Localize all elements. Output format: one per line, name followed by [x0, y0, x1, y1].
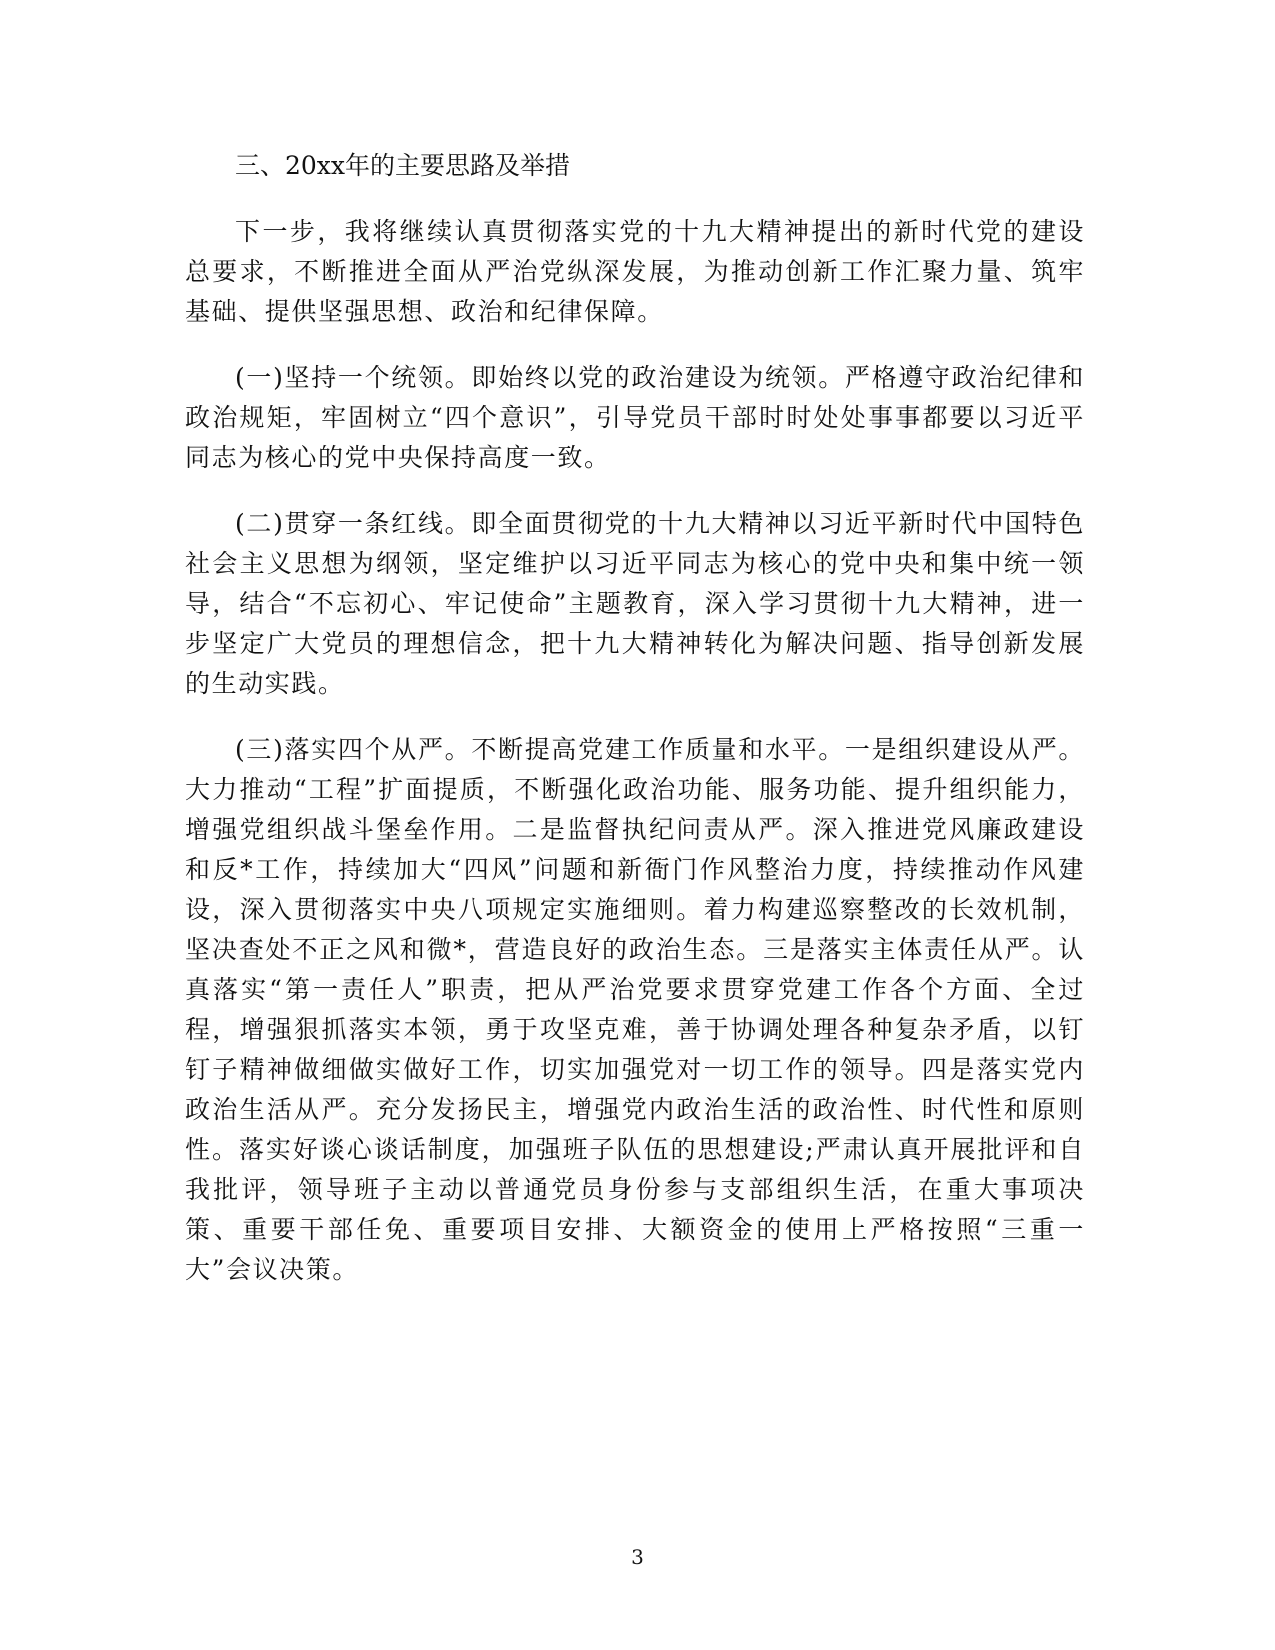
section-heading: 三、20xx年的主要思路及举措 — [235, 151, 571, 180]
paragraph-item-2: (二)贯穿一条红线。即全面贯彻党的十九大精神以习近平新时代中国特色社会主义思想为纲领，坚定维护以习近平同志为核心的党中央和集中统一领导，结合“不忘初心、牢记使命”主题教育，深入学习贯彻十九大精神，进一步坚定广大党员的理想信念，把十九大精神转化为解决问题、指导创新发展的生动实践。 — [185, 509, 1085, 698]
document-body — [185, 146, 1085, 1316]
page-number: 3 — [631, 1545, 644, 1569]
paragraph-item-1: (一)坚持一个统领。即始终以党的政治建设为统领。严格遵守政治纪律和政治规矩，牢固树立“四个意识”，引导党员干部时时处处事事都要以习近平同志为核心的党中央保持高度一致。 — [185, 363, 1085, 472]
paragraph-item-3: (三)落实四个从严。不断提高党建工作质量和水平。一是组织建设从严。大力推动“工程”扩面提质，不断强化政治功能、服务功能、提升组织能力，增强党组织战斗堡垒作用。二是监督执纪问责从严。深入推进党风廉政建设和反*工作，持续加大“四风”问题和新衙门作风整治力度，持续推动作风建设，深入贯彻落实中央八项规定实施细则。着力构建巡察整改的长效机制，坚决查处不正之风和微*，营造良好的政治生态。三是落实主体责任从严。认真落实“第一责任人”职责，把从严治党要求贯穿党建工作各个方面、全过程，增强狠抓落实本领，勇于攻坚克难，善于协调处理各种复杂矛盾，以钉钉子精神做细做实做好工作，切实加强党对一切工作的领导。四是落实党内政治生活从严。充分发扬民主，增强党内政治生活的政治性、时代性和原则性。落实好谈心谈话制度，加强班子队伍的思想建设;严肃认真开展批评和自我批评，领导班子主动以普通党员身份参与支部组织生活，在重大事项决策、重要干部任免、重要项目安排、大额资金的使用上严格按照“三重一大”会议决策。 — [185, 735, 1085, 1284]
paragraph-intro: 下一步，我将继续认真贯彻落实党的十九大精神提出的新时代党的建设总要求，不断推进全面从严治党纵深发展，为推动创新工作汇聚力量、筑牢基础、提供坚强思想、政治和纪律保障。 — [185, 217, 1085, 326]
